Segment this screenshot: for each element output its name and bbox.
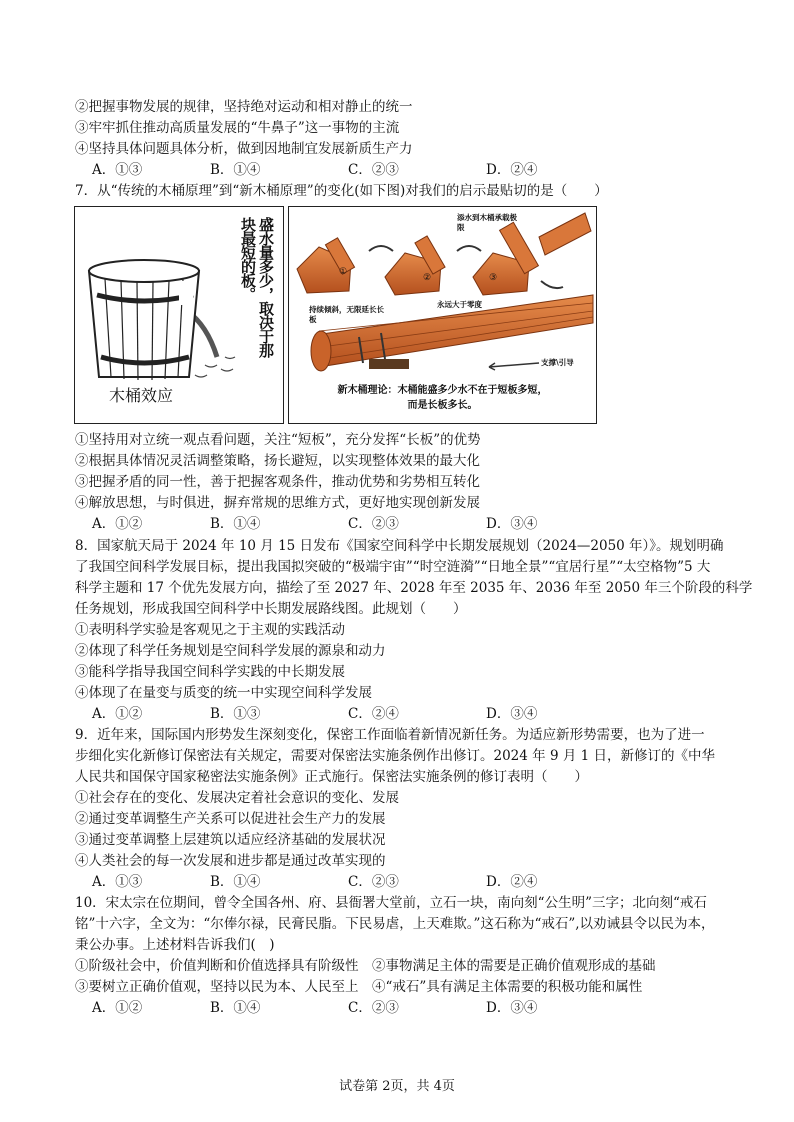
q10-option-a[interactable]: A．①② — [92, 1000, 143, 1016]
q8-statement-4: ④体现了在量变与质变的统一中实现空间科学发展 — [75, 685, 372, 701]
new-bucket-theory-figure — [288, 206, 597, 424]
q10-stem-line-3: 秉公办事。上述材料告诉我们( ) — [75, 937, 275, 953]
q8-statement-2: ②体现了科学任务规划是空间科学发展的源泉和动力 — [75, 643, 386, 659]
q10-stem-line-1: 10．宋太宗在位期间，曾令全国各州、府、县衙署大堂前，立石一块，南向刻“公生明”三字；北向刻“戒石 — [75, 895, 707, 911]
q6-option-b[interactable]: B．①④ — [210, 162, 261, 178]
q8-stem-line-1: 8．国家航天局于 2024 年 10 月 15 日发布《国家空间科学中长期发展规划（2024—2050 年）》。规划明确 — [75, 538, 724, 554]
q8-option-d[interactable]: D．③④ — [486, 706, 538, 722]
q9-statement-1: ①社会存在的变化、发展决定着社会意识的变化、发展 — [75, 790, 399, 806]
q8-statement-3: ③能科学指导我国空间科学实践的中长期发展 — [75, 664, 345, 680]
q7-option-a[interactable]: A．①② — [92, 516, 143, 532]
bucket-effect-figure — [74, 206, 284, 424]
q6-option-d[interactable]: D．②④ — [486, 162, 538, 178]
step-1-label: ① — [339, 267, 348, 277]
q9-stem-line-3: 人民共和国保守国家秘密法实施条例》正式施行。保密法实施条例的修订表明（ ） — [75, 769, 588, 785]
q7-statement-3: ③把握矛盾的同一性，善于把握客观条件，推动优势和劣势相互转化 — [75, 474, 480, 490]
q10-stem-line-2: 铭”十六字，全文为：“尔俸尔禄，民膏民脂。下民易虐，上天难欺。”这石称为“戒石”,以劝诫县令以民为本， — [75, 916, 715, 932]
forever-label: 永远大于零度 — [437, 300, 482, 309]
q8-option-c[interactable]: C．②④ — [348, 706, 399, 722]
q9-stem-line-2: 步细化实化新修订保密法有关规定，需要对保密法实施条例作出修订。2024 年 9 月 1 日，新修订的《中华 — [75, 748, 715, 764]
q6-statement-2: ②把握事物发展的规律，坚持绝对运动和相对静止的统一 — [75, 99, 413, 115]
q6-option-c[interactable]: C．②③ — [348, 162, 399, 178]
q9-statement-3: ③通过变革调整上层建筑以适应经济基础的发展状况 — [75, 832, 386, 848]
q7-stem: 7．从“传统的木桶原理”到“新木桶原理”的变化(如下图)对我们的启示最贴切的是（ ） — [75, 183, 608, 199]
tilting-bucket-2-icon — [385, 236, 445, 295]
q8-stem-line-4: 任务规划，形成我国空间科学中长期发展路线图。此规划（ ） — [75, 601, 467, 617]
q8-statement-1: ①表明科学实验是客观见之于主观的实践活动 — [75, 622, 345, 638]
q10-option-d[interactable]: D．③④ — [486, 1000, 538, 1016]
q10-statements-3-4: ③要树立正确价值观，坚持以民为本、人民至上 ④“戒石”具有满足主体需要的积极功能和属性 — [75, 979, 643, 995]
q9-option-b[interactable]: B．①④ — [210, 874, 261, 890]
q9-statement-4: ④人类社会的每一次发展和进步都是通过改革实现的 — [75, 853, 386, 869]
q9-option-c[interactable]: C．②③ — [348, 874, 399, 890]
q8-option-a[interactable]: A．①② — [92, 706, 143, 722]
q7-option-b[interactable]: B．①④ — [210, 516, 261, 532]
q7-statement-2: ②根据具体情况灵活调整策略，扬长避短，以实现整体效果的最大化 — [75, 453, 480, 469]
new-bucket-caption-line-1: 新木桶理论：木桶能盛多少水不在于短板多短， — [337, 385, 548, 396]
step-3-label: ③ — [489, 273, 498, 283]
q7-statement-4: ④解放思想，与时俱进，摒弃常规的思维方式，更好地实现创新发展 — [75, 495, 480, 511]
q8-option-b[interactable]: B．①③ — [210, 706, 261, 722]
page-footer: 试卷第 2页，共 4页 — [339, 1079, 455, 1094]
q9-option-d[interactable]: D．②④ — [486, 874, 538, 890]
q10-option-b[interactable]: B．①④ — [210, 1000, 261, 1016]
tilt-label: 持续倾斜，无限延长长板 — [309, 305, 384, 324]
tilting-bucket-1-icon — [297, 238, 355, 293]
q6-statement-3: ③牢牢抓住推动高质量发展的“牛鼻子”这一事物的主流 — [75, 120, 400, 136]
q7-option-c[interactable]: C．②③ — [348, 516, 399, 532]
q9-statement-2: ②通过变革调整生产关系可以促进社会生产力的发展 — [75, 811, 386, 827]
q9-option-a[interactable]: A．①③ — [92, 874, 143, 890]
bucket-vertical-text: 盛水量多少，取决于那块最短的板。 — [239, 217, 275, 357]
support-label: 支撑\引导 — [541, 358, 574, 367]
q7-option-d[interactable]: D．③④ — [486, 516, 538, 532]
q6-statement-4: ④坚持具体问题具体分析，做到因地制宜发展新质生产力 — [75, 141, 413, 157]
q7-statement-1: ①坚持用对立统一观点看问题，关注“短板”，充分发挥“长板”的优势 — [75, 432, 481, 448]
q9-stem-line-1: 9．近年来，国际国内形势发生深刻变化，保密工作面临着新情况新任务。为适应新形势需要，也为了进一 — [75, 727, 705, 743]
q10-option-c[interactable]: C．②③ — [348, 1000, 399, 1016]
bucket-effect-caption: 木桶效应 — [109, 386, 174, 405]
add-water-label: 添水到木桶承载极限 — [457, 213, 517, 232]
q8-stem-line-3: 科学主题和 17 个优先发展方向，描绘了至 2027 年、2028 年至 2035 年、2036 年至 2050 年三个阶段的科学 — [75, 580, 753, 596]
new-bucket-caption-line-2: 而是长板多长。 — [407, 400, 478, 411]
step-2-label: ② — [423, 273, 432, 283]
q6-option-a[interactable]: A．①③ — [92, 162, 143, 178]
q8-stem-line-2: 了我国空间科学发展目标，提出我国拟突破的“极端宇宙”“时空涟漪”“日地全景”“宜居行星”“太空格物”5 大 — [75, 559, 711, 575]
new-bucket-caption — [289, 383, 596, 413]
q10-statements-1-2: ①阶级社会中，价值判断和价值选择具有阶级性 ②事物满足主体的需要是正确价值观形成的基础 — [75, 958, 656, 974]
tilting-bucket-3-icon — [473, 222, 538, 295]
